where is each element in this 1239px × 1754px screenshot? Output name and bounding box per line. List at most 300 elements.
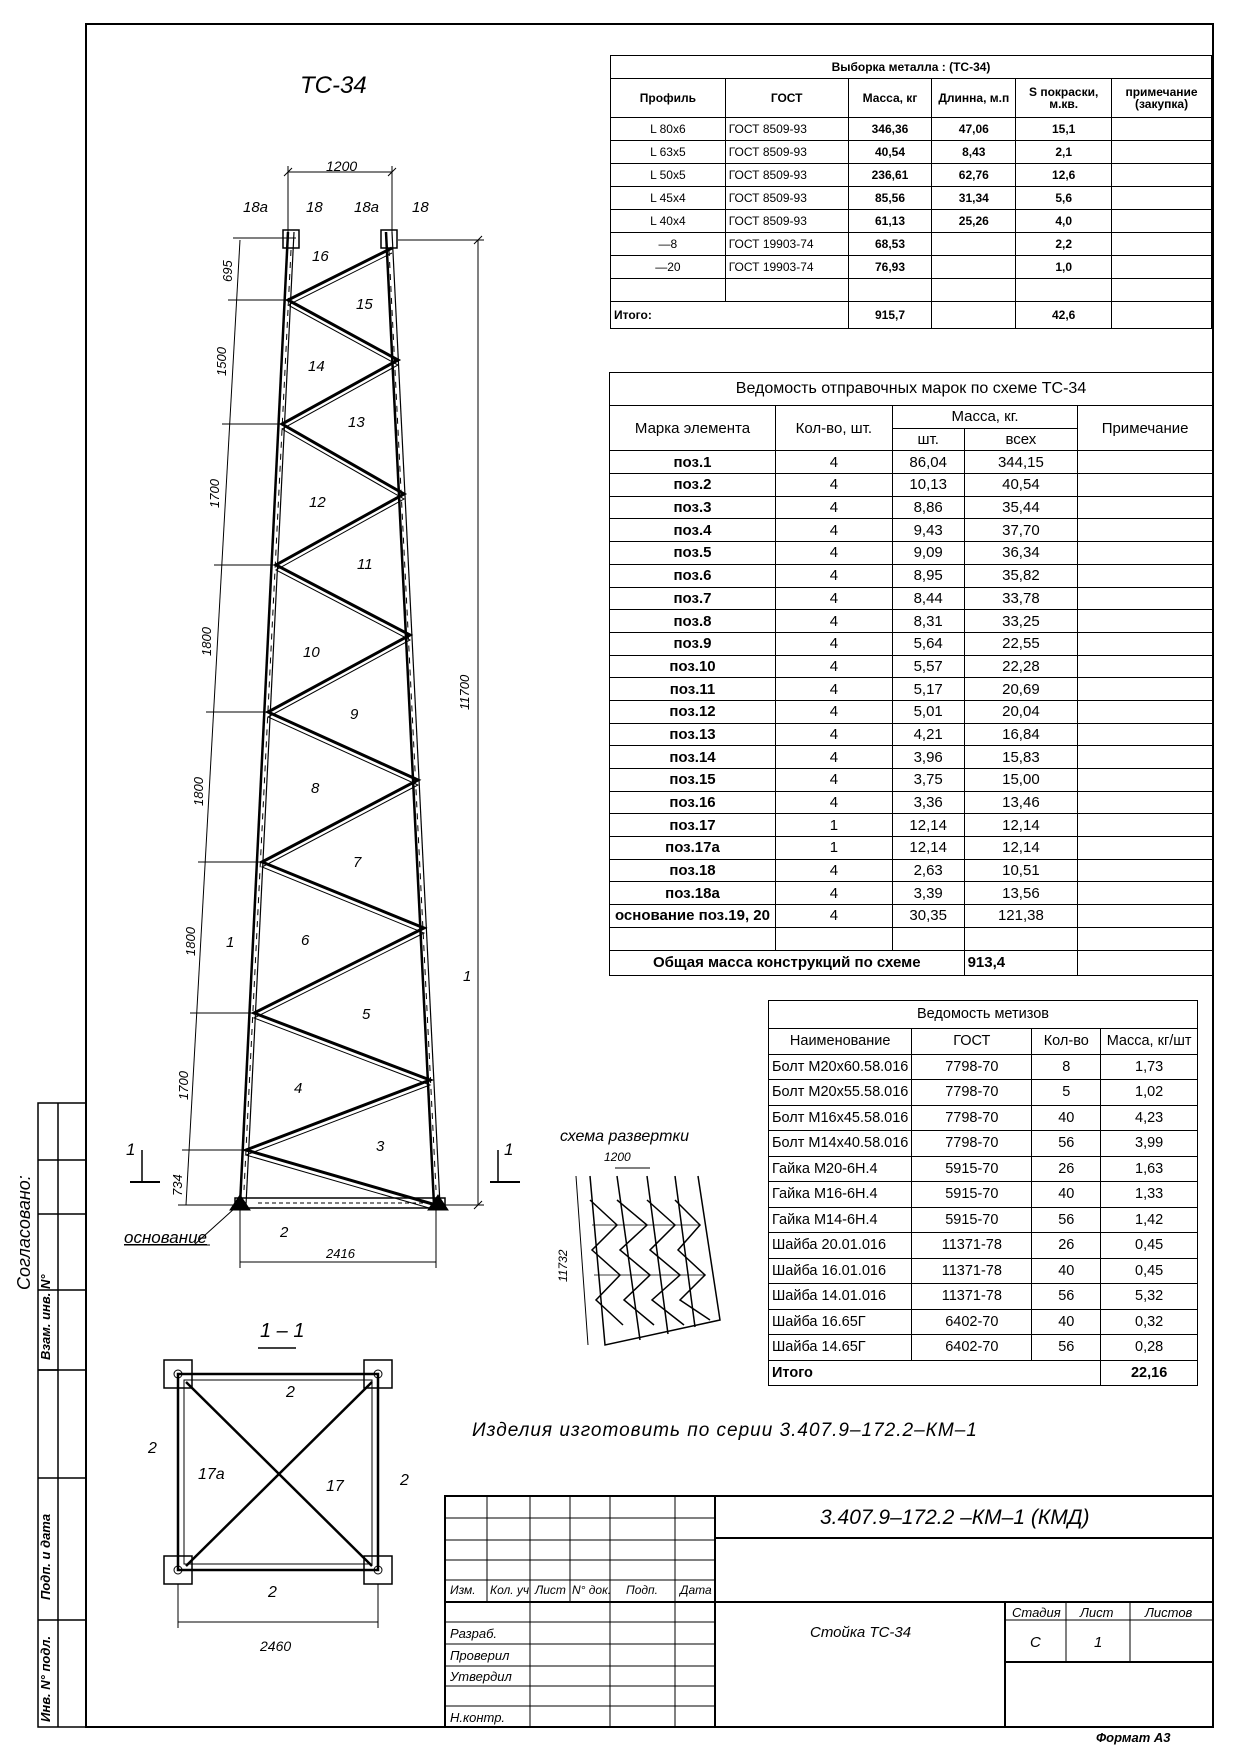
header-cell: ГОСТ <box>725 79 848 118</box>
table-cell: L 40x4 <box>611 210 726 233</box>
table-cell: поз.15 <box>610 769 776 792</box>
table-cell: поз.17а <box>610 837 776 860</box>
table-cell: ГОСТ 8509-93 <box>725 141 848 164</box>
table-cell <box>1078 655 1213 678</box>
label-4: 4 <box>294 1080 303 1097</box>
table-cell: 11371-78 <box>912 1258 1032 1284</box>
table-cell <box>1078 837 1213 860</box>
table-cell: 1 <box>775 814 892 837</box>
table-cell: ГОСТ 19903-74 <box>725 256 848 279</box>
table-cell <box>848 279 932 302</box>
table-cell: 11371-78 <box>912 1233 1032 1259</box>
table-cell: 6402-70 <box>912 1335 1032 1361</box>
metal-table-title: Выборка металла : (ТС-34) <box>611 56 1212 79</box>
label-1-right: 1 <box>463 968 472 985</box>
table-cell: Гайка М20-6Н.4 <box>769 1156 912 1182</box>
table-cell: 5,32 <box>1101 1284 1198 1310</box>
table-row <box>611 118 1212 141</box>
table-cell <box>1112 233 1212 256</box>
table-cell: 4 <box>775 451 892 474</box>
table-cell: 15,00 <box>964 769 1078 792</box>
dim-1700-bottom: 1700 <box>176 1071 191 1100</box>
table-cell: 35,44 <box>964 496 1078 519</box>
table-cell: 0,45 <box>1101 1233 1198 1259</box>
format-label: Формат А3 <box>1096 1730 1171 1745</box>
header-cell: Профиль <box>611 79 726 118</box>
table-cell: 4 <box>775 496 892 519</box>
table-cell: 9,09 <box>892 542 964 565</box>
tb-col-list: Лист <box>535 1583 566 1597</box>
table-cell: 346,36 <box>848 118 932 141</box>
table-cell <box>1078 496 1213 519</box>
unfold-height: 11732 <box>556 1249 570 1282</box>
label-14: 14 <box>308 358 325 375</box>
table-cell: 4 <box>775 519 892 542</box>
table-row <box>769 1233 1198 1259</box>
table-cell: Шайба 14.01.016 <box>769 1284 912 1310</box>
table-cell: 15,83 <box>964 746 1078 769</box>
table-cell: 33,78 <box>964 587 1078 610</box>
table-cell: поз.16 <box>610 791 776 814</box>
table-row <box>610 542 1213 565</box>
unfold-width: 1200 <box>604 1150 631 1164</box>
header-mark: Марка элемента <box>610 406 776 451</box>
table-cell: 1,63 <box>1101 1156 1198 1182</box>
label-5: 5 <box>362 1006 371 1023</box>
fasteners-total-label: Итого <box>769 1360 1101 1386</box>
metal-total-paint: 42,6 <box>1016 302 1112 329</box>
table-row <box>610 882 1213 905</box>
label-18-left: 18 <box>306 199 323 216</box>
table-cell: 3,39 <box>892 882 964 905</box>
table-cell: 1 <box>775 837 892 860</box>
table-row <box>610 564 1213 587</box>
table-cell: поз.9 <box>610 632 776 655</box>
table-cell: Гайка М14-6Н.4 <box>769 1207 912 1233</box>
table-cell <box>1016 279 1112 302</box>
table-cell <box>1078 451 1213 474</box>
table-cell: 12,14 <box>964 814 1078 837</box>
header-qty: Кол-во, шт. <box>775 406 892 451</box>
side-agreed: Согласовано: <box>14 1175 34 1290</box>
table-cell: поз.3 <box>610 496 776 519</box>
table-cell: L 45x4 <box>611 187 726 210</box>
table-cell: 5915-70 <box>912 1182 1032 1208</box>
fasteners-table <box>768 1000 1198 1386</box>
table-cell: 1,73 <box>1101 1054 1198 1080</box>
tb-sheet-header: Лист <box>1080 1605 1114 1620</box>
table-cell: 10,51 <box>964 859 1078 882</box>
table-cell: 3,75 <box>892 769 964 792</box>
table-cell: 8,43 <box>932 141 1016 164</box>
label-3: 3 <box>376 1138 385 1155</box>
table-cell <box>1078 814 1213 837</box>
table-cell: 8 <box>1032 1054 1101 1080</box>
table-cell <box>1078 587 1213 610</box>
table-cell: 344,15 <box>964 451 1078 474</box>
table-row <box>769 1258 1198 1284</box>
table-cell <box>1112 187 1212 210</box>
table-row <box>611 233 1212 256</box>
table-cell: 2,63 <box>892 859 964 882</box>
table-cell <box>1078 905 1213 928</box>
table-cell: 12,14 <box>892 837 964 860</box>
table-cell: поз.14 <box>610 746 776 769</box>
tb-role-norm: Н.контр. <box>450 1710 506 1725</box>
table-cell: Гайка М16-6Н.4 <box>769 1182 912 1208</box>
table-row <box>610 837 1213 860</box>
table-row <box>610 791 1213 814</box>
table-cell <box>1078 474 1213 497</box>
metal-total-label: Итого: <box>611 302 849 329</box>
header-cell: Масса, кг <box>848 79 932 118</box>
table-cell: 1,42 <box>1101 1207 1198 1233</box>
table-cell <box>1112 210 1212 233</box>
table-cell: 33,25 <box>964 610 1078 633</box>
dim-top-width: 1200 <box>326 158 358 174</box>
table-cell: 40 <box>1032 1182 1101 1208</box>
table-cell: 56 <box>1032 1284 1101 1310</box>
table-cell: 68,53 <box>848 233 932 256</box>
table-row <box>769 1080 1198 1106</box>
side-stamp <box>38 1103 86 1727</box>
table-cell: L 50x5 <box>611 164 726 187</box>
unfold-title: схема развертки <box>560 1128 689 1145</box>
header-cell: S покраски, м.кв. <box>1016 79 1112 118</box>
table-cell: 4 <box>775 655 892 678</box>
table-cell: 4 <box>775 791 892 814</box>
table-cell: 4 <box>775 678 892 701</box>
table-row <box>610 700 1213 723</box>
table-cell: 13,46 <box>964 791 1078 814</box>
table-cell: 8,31 <box>892 610 964 633</box>
table-cell: 5,57 <box>892 655 964 678</box>
table-cell: 4 <box>775 474 892 497</box>
header-cell: Наименование <box>769 1029 912 1055</box>
table-cell: 4 <box>775 746 892 769</box>
table-cell: 2,1 <box>1016 141 1112 164</box>
marks-table-title: Ведомость отправочных марок по схеме ТС-34 <box>610 373 1213 406</box>
table-cell: поз.4 <box>610 519 776 542</box>
table-cell: 9,43 <box>892 519 964 542</box>
tb-stage-value: С <box>1030 1634 1041 1651</box>
table-cell <box>1078 746 1213 769</box>
dim-base-width: 2416 <box>326 1246 355 1261</box>
table-cell: 76,93 <box>848 256 932 279</box>
table-row <box>769 1309 1198 1335</box>
table-cell: 4 <box>775 905 892 928</box>
table-row <box>610 474 1213 497</box>
table-cell: 6402-70 <box>912 1309 1032 1335</box>
table-cell: 4 <box>775 542 892 565</box>
table-cell: 7798-70 <box>912 1080 1032 1106</box>
base-label: основание <box>124 1228 207 1247</box>
tb-item-name: Стойка ТС-34 <box>810 1624 912 1641</box>
side-sign-date: Подп. и дата <box>38 1513 53 1600</box>
table-cell: 4,0 <box>1016 210 1112 233</box>
table-cell: 86,04 <box>892 451 964 474</box>
label-12: 12 <box>309 494 326 511</box>
side-inv-original: Инв. N° подл. <box>38 1635 53 1722</box>
table-row <box>610 655 1213 678</box>
section-2-left: 2 <box>148 1440 157 1457</box>
dim-1800-b: 1800 <box>191 777 206 806</box>
header-mass: Масса, кг. <box>892 406 1077 429</box>
tb-role-approver: Утвердил <box>450 1669 512 1684</box>
table-cell: Шайба 16.65Г <box>769 1309 912 1335</box>
table-cell: Шайба 14.65Г <box>769 1335 912 1361</box>
table-cell: 36,34 <box>964 542 1078 565</box>
label-10: 10 <box>303 644 320 661</box>
header-mass-pc: шт. <box>892 428 964 451</box>
header-mass-all: всех <box>964 428 1078 451</box>
section-mark-left: 1 <box>126 1140 136 1159</box>
table-cell: 31,34 <box>932 187 1016 210</box>
header-cell: ГОСТ <box>912 1029 1032 1055</box>
table-cell <box>1078 542 1213 565</box>
table-row <box>610 678 1213 701</box>
table-cell: 4 <box>775 632 892 655</box>
table-cell: 1,02 <box>1101 1080 1198 1106</box>
table-cell: поз.13 <box>610 723 776 746</box>
table-row <box>610 496 1213 519</box>
label-8: 8 <box>311 780 320 797</box>
dim-1800-a: 1800 <box>199 627 214 656</box>
table-cell: 3,36 <box>892 791 964 814</box>
table-cell: основание поз.19, 20 <box>610 905 776 928</box>
table-cell: Болт М16х45.58.016 <box>769 1105 912 1131</box>
table-cell: 1,33 <box>1101 1182 1198 1208</box>
table-row <box>610 587 1213 610</box>
table-cell: 121,38 <box>964 905 1078 928</box>
table-cell: 4,21 <box>892 723 964 746</box>
header-cell: Длинна, м.п <box>932 79 1016 118</box>
header-note: Примечание <box>1078 406 1213 451</box>
table-cell: 1,0 <box>1016 256 1112 279</box>
table-cell: 3,96 <box>892 746 964 769</box>
table-cell: 40 <box>1032 1105 1101 1131</box>
table-row <box>611 187 1212 210</box>
table-cell: 0,45 <box>1101 1258 1198 1284</box>
table-cell <box>1112 279 1212 302</box>
table-cell <box>1112 256 1212 279</box>
table-cell: 56 <box>1032 1131 1101 1157</box>
table-cell: 4 <box>775 723 892 746</box>
table-row <box>610 905 1213 928</box>
tb-col-kol: Кол. уч <box>490 1583 530 1597</box>
tb-sheet-value: 1 <box>1094 1634 1103 1651</box>
unfold-scheme <box>576 1168 720 1345</box>
header-cell: Кол-во <box>1032 1029 1101 1055</box>
drawing-title: ТС-34 <box>300 72 367 99</box>
section-mark-right: 1 <box>504 1140 514 1159</box>
table-row <box>769 1284 1198 1310</box>
tower-dimensions <box>124 166 520 1268</box>
metal-selection-table <box>610 55 1212 329</box>
table-cell: 37,70 <box>964 519 1078 542</box>
table-cell: 7798-70 <box>912 1054 1032 1080</box>
table-cell <box>1112 164 1212 187</box>
table-cell: 0,28 <box>1101 1335 1198 1361</box>
table-cell: поз.5 <box>610 542 776 565</box>
table-cell: 22,55 <box>964 632 1078 655</box>
section-17a: 17а <box>198 1466 225 1483</box>
table-cell: L 63x5 <box>611 141 726 164</box>
dim-1700-top: 1700 <box>207 479 222 508</box>
label-9: 9 <box>350 706 359 723</box>
table-cell <box>1078 519 1213 542</box>
table-row <box>611 210 1212 233</box>
table-cell <box>1078 632 1213 655</box>
label-16: 16 <box>312 248 329 265</box>
table-row <box>769 1105 1198 1131</box>
table-row <box>610 814 1213 837</box>
fasteners-total-value: 22,16 <box>1101 1360 1198 1386</box>
label-7: 7 <box>353 854 362 871</box>
table-cell: 40 <box>1032 1258 1101 1284</box>
section-width: 2460 <box>260 1638 292 1654</box>
label-1-left: 1 <box>226 934 235 951</box>
table-cell: 15,1 <box>1016 118 1112 141</box>
table-cell: 4 <box>775 587 892 610</box>
table-cell <box>1112 141 1212 164</box>
table-cell: —8 <box>611 233 726 256</box>
tb-col-sign: Подп. <box>626 1583 658 1597</box>
table-cell: Болт М20х55.58.016 <box>769 1080 912 1106</box>
table-cell <box>1078 700 1213 723</box>
table-cell: 3,99 <box>1101 1131 1198 1157</box>
section-view <box>164 1348 392 1628</box>
table-cell: 4,23 <box>1101 1105 1198 1131</box>
table-row <box>769 1207 1198 1233</box>
table-cell: 8,95 <box>892 564 964 587</box>
table-cell: 16,84 <box>964 723 1078 746</box>
metal-total-length <box>932 302 1016 329</box>
label-2: 2 <box>280 1224 289 1241</box>
table-row <box>769 1054 1198 1080</box>
table-cell: ГОСТ 8509-93 <box>725 210 848 233</box>
table-cell: ГОСТ 8509-93 <box>725 187 848 210</box>
table-cell: —20 <box>611 256 726 279</box>
table-cell: 40 <box>1032 1309 1101 1335</box>
table-cell: 5,17 <box>892 678 964 701</box>
label-11: 11 <box>357 556 373 573</box>
table-cell: 40,54 <box>964 474 1078 497</box>
section-title: 1 – 1 <box>260 1320 305 1342</box>
table-cell: 22,28 <box>964 655 1078 678</box>
table-cell <box>725 279 848 302</box>
table-row <box>610 519 1213 542</box>
table-cell: 85,56 <box>848 187 932 210</box>
table-cell: поз.7 <box>610 587 776 610</box>
tb-stage-header: Стадия <box>1012 1605 1061 1620</box>
manufacturing-note: Изделия изготовить по серии 3.407.9–172.2–КМ–1 <box>472 1420 978 1441</box>
table-cell <box>1078 882 1213 905</box>
table-row <box>610 451 1213 474</box>
table-cell: поз.1 <box>610 451 776 474</box>
shipping-marks-table <box>609 372 1213 976</box>
table-cell: 11371-78 <box>912 1284 1032 1310</box>
dim-695: 695 <box>220 260 235 282</box>
dim-734: 734 <box>170 1174 185 1196</box>
table-row <box>769 1182 1198 1208</box>
table-cell: Болт М14х40.58.016 <box>769 1131 912 1157</box>
table-cell: 12,14 <box>964 837 1078 860</box>
table-cell: 5,01 <box>892 700 964 723</box>
table-cell: 25,26 <box>932 210 1016 233</box>
table-cell: 5 <box>1032 1080 1101 1106</box>
table-cell: 7798-70 <box>912 1105 1032 1131</box>
label-13: 13 <box>348 414 365 431</box>
table-row <box>769 1131 1198 1157</box>
tower-elevation <box>230 230 448 1210</box>
table-row <box>610 632 1213 655</box>
table-cell <box>1112 118 1212 141</box>
table-row <box>611 279 1212 302</box>
table-row <box>769 1156 1198 1182</box>
table-cell: 62,76 <box>932 164 1016 187</box>
table-cell: 56 <box>1032 1335 1101 1361</box>
dim-1500: 1500 <box>214 347 229 376</box>
table-cell: 4 <box>775 700 892 723</box>
table-cell: 47,06 <box>932 118 1016 141</box>
table-cell <box>1078 859 1213 882</box>
table-cell: L 80x6 <box>611 118 726 141</box>
table-cell: 0,32 <box>1101 1309 1198 1335</box>
tb-col-izm: Изм. <box>450 1583 476 1597</box>
table-cell: 5,64 <box>892 632 964 655</box>
table-cell <box>611 279 726 302</box>
table-cell: ГОСТ 19903-74 <box>725 233 848 256</box>
table-row <box>610 610 1213 633</box>
side-inv-replace: Взам. инв. N° <box>38 1274 53 1360</box>
table-row <box>610 723 1213 746</box>
table-cell: 26 <box>1032 1233 1101 1259</box>
table-cell: 8,86 <box>892 496 964 519</box>
tb-col-doc: N° док. <box>572 1583 612 1597</box>
table-row <box>611 141 1212 164</box>
table-cell: 56 <box>1032 1207 1101 1233</box>
label-6: 6 <box>301 932 310 949</box>
table-cell <box>1078 564 1213 587</box>
marks-total-label: Общая масса конструкций по схеме <box>610 950 965 975</box>
tb-role-checker: Проверил <box>450 1648 510 1663</box>
marks-total-value: 913,4 <box>964 950 1078 975</box>
dim-height: 11700 <box>457 674 472 710</box>
table-cell <box>1078 678 1213 701</box>
table-cell <box>1078 723 1213 746</box>
table-cell: 61,13 <box>848 210 932 233</box>
tb-col-date: Дата <box>680 1583 712 1597</box>
table-cell: поз.18а <box>610 882 776 905</box>
table-cell: поз.17 <box>610 814 776 837</box>
table-row <box>610 769 1213 792</box>
table-cell: 4 <box>775 769 892 792</box>
table-cell: 4 <box>775 610 892 633</box>
table-cell: Болт М20х60.58.016 <box>769 1054 912 1080</box>
table-row <box>611 164 1212 187</box>
table-cell: ГОСТ 8509-93 <box>725 118 848 141</box>
table-cell: 2,2 <box>1016 233 1112 256</box>
table-cell: 7798-70 <box>912 1131 1032 1157</box>
table-cell: 26 <box>1032 1156 1101 1182</box>
table-cell <box>1078 769 1213 792</box>
label-18-right: 18 <box>412 199 429 216</box>
table-cell: поз.11 <box>610 678 776 701</box>
dim-1800-c: 1800 <box>183 927 198 956</box>
header-cell: примечание (закупка) <box>1112 79 1212 118</box>
label-18a-left: 18а <box>243 199 269 216</box>
